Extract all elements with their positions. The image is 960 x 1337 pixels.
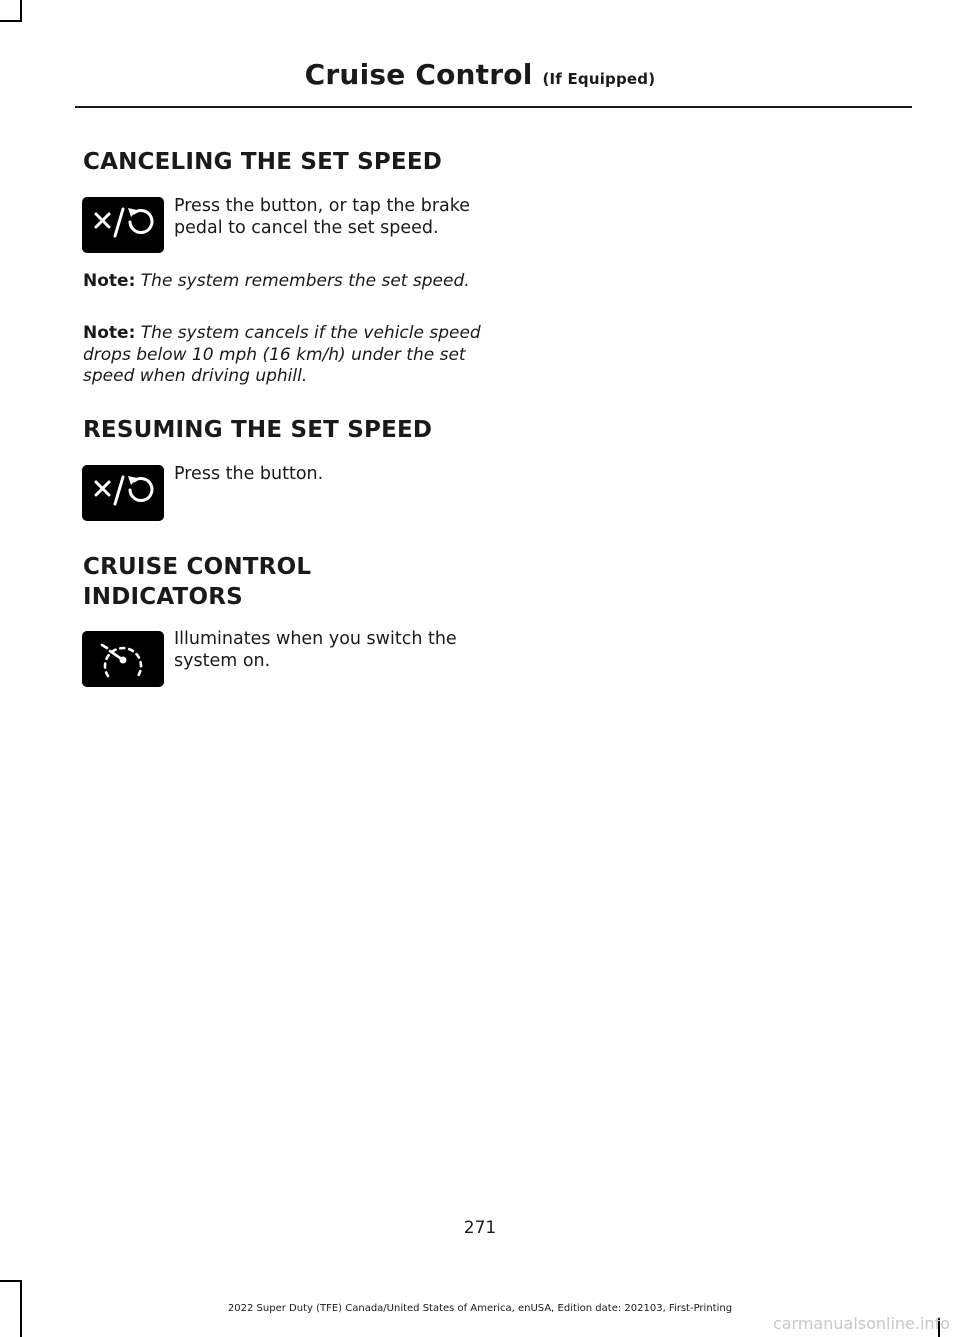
cancel-resume-icon	[82, 197, 164, 253]
indicators-text: Illuminates when you switch the system on.	[174, 629, 457, 671]
note-text: The system remembers the set speed.	[140, 271, 470, 291]
section-heading-resuming: RESUMING THE SET SPEED	[83, 417, 433, 443]
crop-mark	[0, 1280, 22, 1282]
page-number: 271	[463, 1218, 497, 1238]
cancel-resume-icon	[82, 465, 164, 521]
heading-line-2: INDICATORS	[83, 584, 243, 610]
speedometer-icon	[82, 631, 164, 687]
note-label: Note:	[83, 271, 136, 291]
note-1	[83, 271, 483, 293]
note-text: The system cancels if the vehicle speed drops below 10 mph (16 km/h) under the set speed when driving uphill.	[83, 323, 481, 386]
header-rule	[75, 106, 912, 108]
heading-line-1: CRUISE CONTROL	[83, 554, 312, 580]
section-heading-canceling: CANCELING THE SET SPEED	[83, 149, 443, 175]
footer: 2022 Super Duty (TFE) Canada/United States of America, enUSA, Edition date: 202103, First-Printing	[227, 1303, 733, 1314]
note-label: Note:	[83, 323, 136, 343]
section-heading-indicators	[83, 553, 311, 612]
crop-mark	[0, 20, 22, 22]
crop-mark	[20, 0, 22, 20]
resuming-text: Press the button.	[174, 464, 324, 484]
canceling-text: Press the button, or tap the brake pedal to cancel the set speed.	[174, 196, 471, 238]
page-header	[0, 58, 960, 91]
watermark: carmanualsonline.info	[772, 1314, 950, 1333]
header-title: Cruise Control	[304, 58, 533, 91]
note-2	[83, 323, 483, 388]
header-subtitle: (If Equipped)	[542, 70, 656, 88]
